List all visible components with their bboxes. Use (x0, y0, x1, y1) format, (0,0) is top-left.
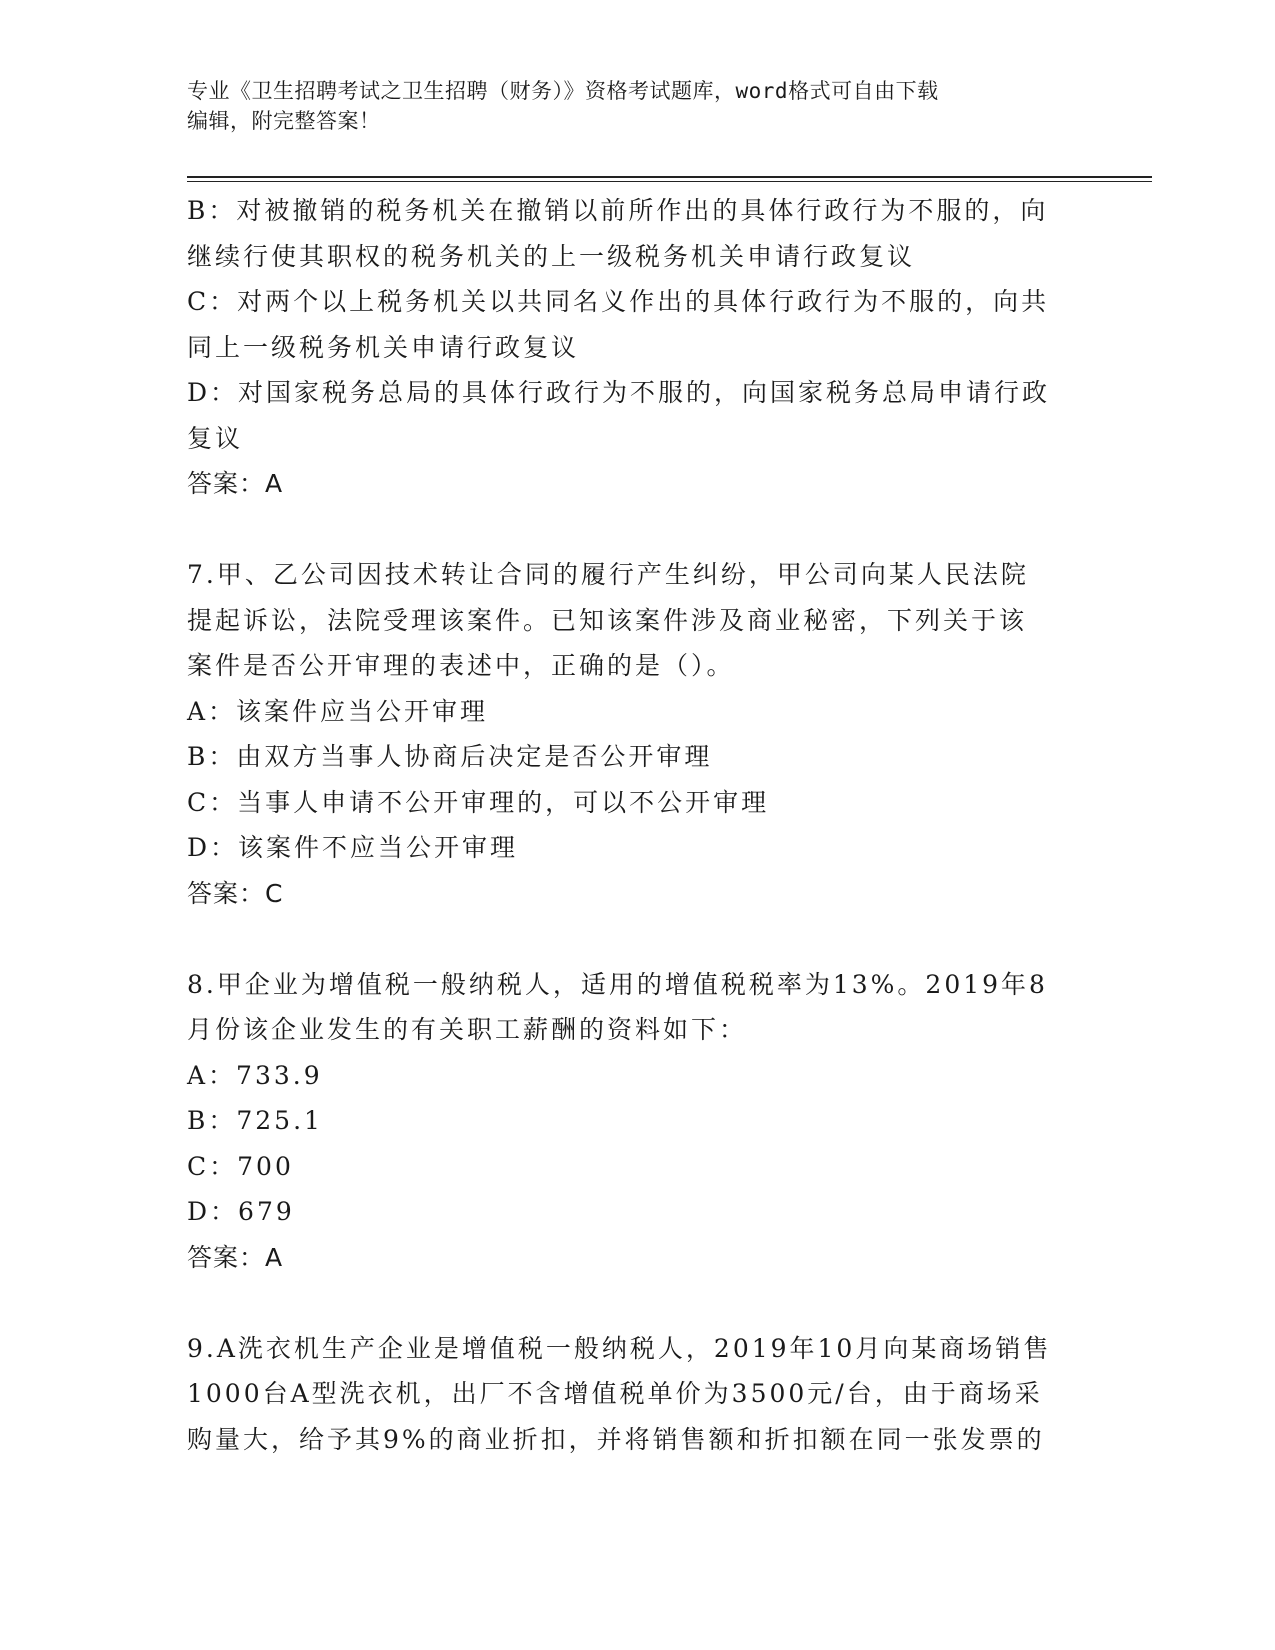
header-line-2: 编辑，附完整答案！ (187, 109, 381, 133)
page-header (187, 76, 1067, 136)
q8-option-b: B：725.1 (187, 1106, 323, 1135)
q8-option-d: D：679 (187, 1197, 295, 1226)
question-6 (187, 188, 1077, 507)
q9-stem-line-1: 9.A洗衣机生产企业是增值税一般纳税人，2019年10月向某商场销售 (187, 1333, 1052, 1363)
q6-option-d-line-2: 复议 (187, 423, 244, 453)
document-body (187, 188, 1077, 1462)
question-8 (187, 962, 1077, 1281)
q6-option-c-line-2: 同上一级税务机关申请行政复议 (187, 332, 580, 362)
q9-stem-line-2: 1000台A型洗衣机，出厂不含增值税单价为3500元/台，由于商场采 (187, 1379, 1043, 1408)
q8-answer: 答案：A (187, 1242, 284, 1272)
spacer (187, 507, 1077, 553)
q8-stem-line-1: 8.甲企业为增值税一般纳税人，适用的增值税税率为13%。2019年8 (187, 969, 1048, 999)
q6-option-c-line-1: C：对两个以上税务机关以共同名义作出的具体行政行为不服的，向共 (187, 287, 1050, 316)
question-7 (187, 552, 1077, 916)
header-divider-thin (187, 181, 1152, 182)
q6-option-b-line-2: 继续行使其职权的税务机关的上一级税务机关申请行政复议 (187, 241, 916, 271)
q6-option-b-line-1: B：对被撤销的税务机关在撤销以前所作出的具体行政行为不服的，向 (187, 196, 1049, 225)
q6-answer: 答案：A (187, 469, 284, 498)
q8-option-c: C：700 (187, 1151, 294, 1181)
q7-option-a: A：该案件应当公开审理 (187, 696, 489, 726)
q7-stem-line-1: 7.甲、乙公司因技术转让合同的履行产生纠纷，甲公司向某人民法院 (187, 560, 1029, 589)
spacer (187, 1280, 1077, 1326)
q7-option-b: B：由双方当事人协商后决定是否公开审理 (187, 742, 713, 771)
question-9 (187, 1326, 1077, 1463)
q7-answer: 答案：C (187, 878, 284, 908)
spacer (187, 916, 1077, 962)
q7-option-c: C：当事人申请不公开审理的，可以不公开审理 (187, 787, 770, 817)
q8-stem-line-2: 月份该企业发生的有关职工薪酬的资料如下： (187, 1015, 748, 1044)
q8-option-a: A：733.9 (187, 1060, 323, 1090)
q6-option-d-line-1: D：对国家税务总局的具体行政行为不服的，向国家税务总局申请行政 (187, 378, 1051, 407)
header-line-1: 专业《卫生招聘考试之卫生招聘（财务）》资格考试题库，word格式可自由下载 (187, 79, 939, 103)
q7-stem-line-3: 案件是否公开审理的表述中，正确的是（）。 (187, 651, 735, 680)
q7-option-d: D：该案件不应当公开审理 (187, 833, 519, 862)
q7-stem-line-2: 提起诉讼，法院受理该案件。已知该案件涉及商业秘密，下列关于该 (187, 605, 1028, 635)
header-divider-thick (187, 176, 1152, 178)
q9-stem-line-3: 购量大，给予其9%的商业折扣，并将销售额和折扣额在同一张发票的 (187, 1424, 1045, 1454)
